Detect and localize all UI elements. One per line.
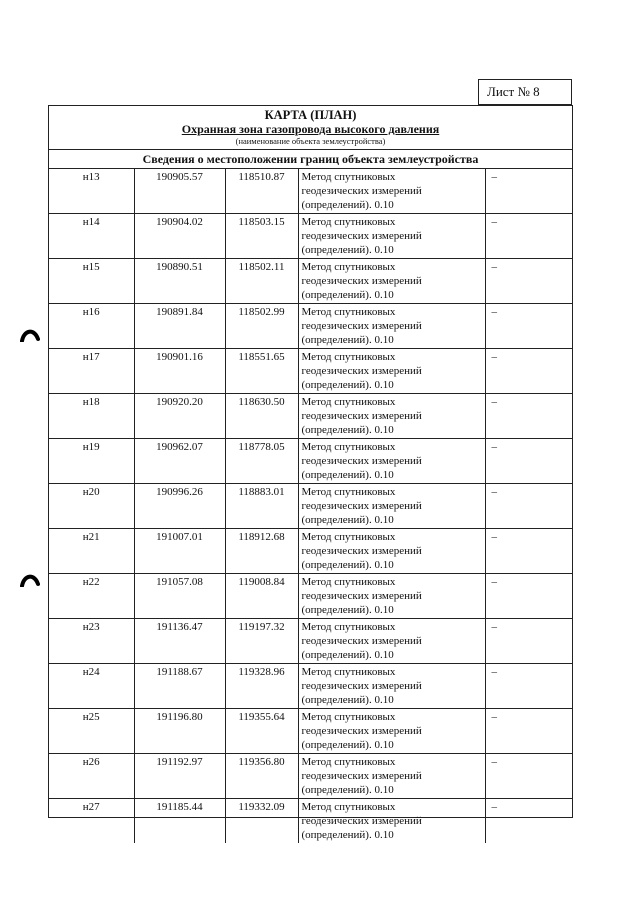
point-id: н27: [49, 799, 134, 844]
method-line: геодезических измерений: [301, 185, 422, 197]
method-line: геодезических измерений: [301, 500, 422, 512]
table-row: [49, 529, 572, 574]
note-cell: –: [485, 754, 572, 799]
method-cell: [298, 619, 485, 664]
method-cell: [298, 664, 485, 709]
method-line: (определений). 0.10: [301, 199, 394, 211]
method-line: Метод спутниковых: [301, 711, 396, 723]
method-line: геодезических измерений: [301, 230, 422, 242]
point-id: н25: [49, 709, 134, 754]
method-line: (определений). 0.10: [301, 244, 394, 256]
method-line: геодезических измерений: [301, 365, 422, 377]
point-id: н19: [49, 439, 134, 484]
section-title: Сведения о местоположении границ объекта землеустройства: [49, 150, 572, 169]
note-cell: –: [485, 709, 572, 754]
coord-x: 190962.07: [134, 439, 225, 484]
method-line: геодезических измерений: [301, 680, 422, 692]
coord-y: 119197.32: [225, 619, 298, 664]
coord-y: 118883.01: [225, 484, 298, 529]
point-id: н13: [49, 169, 134, 214]
form-header: [49, 106, 572, 150]
method-line: (определений). 0.10: [301, 649, 394, 661]
table-row: [49, 799, 572, 844]
note-cell: –: [485, 169, 572, 214]
table-row: [49, 304, 572, 349]
method-cell: [298, 709, 485, 754]
note-cell: –: [485, 304, 572, 349]
method-line: Метод спутниковых: [301, 351, 396, 363]
point-id: н15: [49, 259, 134, 304]
method-line: Метод спутниковых: [301, 441, 396, 453]
coord-x: 190920.20: [134, 394, 225, 439]
method-line: Метод спутниковых: [301, 576, 396, 588]
method-line: Метод спутниковых: [301, 261, 396, 273]
coord-x: 191136.47: [134, 619, 225, 664]
boundary-points-table: [49, 169, 572, 843]
point-id: н18: [49, 394, 134, 439]
coord-y: 118912.68: [225, 529, 298, 574]
coord-x: 190905.57: [134, 169, 225, 214]
method-cell: [298, 754, 485, 799]
note-cell: –: [485, 259, 572, 304]
table-row: [49, 484, 572, 529]
method-line: Метод спутниковых: [301, 756, 396, 768]
coord-y: 119355.64: [225, 709, 298, 754]
method-line: Метод спутниковых: [301, 216, 396, 228]
coord-x: 191188.67: [134, 664, 225, 709]
table-row: [49, 214, 572, 259]
method-line: Метод спутниковых: [301, 621, 396, 633]
method-line: Метод спутниковых: [301, 666, 396, 678]
coord-x: 191007.01: [134, 529, 225, 574]
note-cell: –: [485, 439, 572, 484]
coord-y: 119328.96: [225, 664, 298, 709]
method-line: геодезических измерений: [301, 275, 422, 287]
coord-x: 191192.97: [134, 754, 225, 799]
method-line: геодезических измерений: [301, 635, 422, 647]
coord-y: 118503.15: [225, 214, 298, 259]
method-cell: [298, 304, 485, 349]
coord-x: 190891.84: [134, 304, 225, 349]
method-line: геодезических измерений: [301, 815, 422, 827]
method-cell: [298, 349, 485, 394]
method-line: (определений). 0.10: [301, 604, 394, 616]
method-cell: [298, 799, 485, 844]
point-id: н17: [49, 349, 134, 394]
coord-x: 190890.51: [134, 259, 225, 304]
note-cell: –: [485, 664, 572, 709]
note-cell: –: [485, 349, 572, 394]
table-row: [49, 709, 572, 754]
table-row: [49, 259, 572, 304]
method-line: (определений). 0.10: [301, 694, 394, 706]
map-plan-form: [48, 105, 573, 841]
method-line: Метод спутниковых: [301, 171, 396, 183]
point-id: н23: [49, 619, 134, 664]
method-cell: [298, 574, 485, 619]
coord-x: 191057.08: [134, 574, 225, 619]
coord-y: 118630.50: [225, 394, 298, 439]
method-line: геодезических измерений: [301, 320, 422, 332]
method-line: геодезических измерений: [301, 725, 422, 737]
method-line: геодезических измерений: [301, 590, 422, 602]
table-row: [49, 664, 572, 709]
method-line: (определений). 0.10: [301, 559, 394, 571]
coord-x: 191185.44: [134, 799, 225, 844]
note-cell: –: [491, 801, 497, 813]
method-cell: [298, 169, 485, 214]
table-row: [49, 349, 572, 394]
method-cell: [298, 439, 485, 484]
note-cell: –: [485, 394, 572, 439]
coord-y: 118551.65: [225, 349, 298, 394]
coord-y: 119356.80: [225, 754, 298, 799]
method-line: Метод спутниковых: [301, 306, 396, 318]
point-id: н14: [49, 214, 134, 259]
method-line: (определений). 0.10: [301, 289, 394, 301]
coord-y: 119008.84: [225, 574, 298, 619]
method-cell: [298, 259, 485, 304]
coord-y: 118510.87: [225, 169, 298, 214]
note-cell: –: [485, 214, 572, 259]
coord-x: 190904.02: [134, 214, 225, 259]
method-line: Метод спутниковых: [301, 396, 396, 408]
table-row: [49, 394, 572, 439]
note-cell: –: [485, 574, 572, 619]
point-id: н16: [49, 304, 134, 349]
note-cell: –: [485, 619, 572, 664]
method-line: геодезических измерений: [301, 410, 422, 422]
method-cell: [298, 214, 485, 259]
table-row: [49, 439, 572, 484]
object-name: Охранная зона газопровода высокого давления: [181, 122, 440, 136]
point-id: н20: [49, 484, 134, 529]
coord-y: 118778.05: [225, 439, 298, 484]
method-line: Метод спутниковых: [301, 486, 396, 498]
coord-y: 118502.11: [225, 259, 298, 304]
punch-hole-mark-icon: [20, 571, 40, 587]
table-row: [49, 169, 572, 214]
method-line: (определений). 0.10: [301, 334, 394, 346]
method-cell: [298, 394, 485, 439]
object-caption: (наименование объекта землеустройства): [235, 136, 386, 146]
note-cell: –: [485, 484, 572, 529]
coord-x: 191196.80: [134, 709, 225, 754]
point-id: н22: [49, 574, 134, 619]
table-row: [49, 754, 572, 799]
method-line: геодезических измерений: [301, 455, 422, 467]
form-title: КАРТА (ПЛАН): [264, 108, 357, 122]
method-line: (определений). 0.10: [301, 514, 394, 526]
method-cell: [298, 529, 485, 574]
note-cell: –: [485, 529, 572, 574]
punch-hole-mark-icon: [20, 326, 40, 342]
coord-x: 190901.16: [134, 349, 225, 394]
method-line: (определений). 0.10: [301, 829, 394, 841]
coord-x: 190996.26: [134, 484, 225, 529]
table-row: [49, 574, 572, 619]
method-line: (определений). 0.10: [301, 379, 394, 391]
sheet-number: Лист № 8: [478, 79, 572, 105]
method-line: (определений). 0.10: [301, 469, 394, 481]
method-line: (определений). 0.10: [301, 424, 394, 436]
method-line: геодезических измерений: [301, 545, 422, 557]
method-cell: [298, 484, 485, 529]
point-id: н24: [49, 664, 134, 709]
point-id: н21: [49, 529, 134, 574]
method-line: (определений). 0.10: [301, 784, 394, 796]
method-line: Метод спутниковых: [301, 531, 396, 543]
table-row: [49, 619, 572, 664]
coord-y: 118502.99: [225, 304, 298, 349]
coord-y: 119332.09: [225, 799, 298, 844]
method-line: (определений). 0.10: [301, 739, 394, 751]
method-line: Метод спутниковых: [301, 801, 396, 813]
method-line: геодезических измерений: [301, 770, 422, 782]
point-id: н26: [49, 754, 134, 799]
